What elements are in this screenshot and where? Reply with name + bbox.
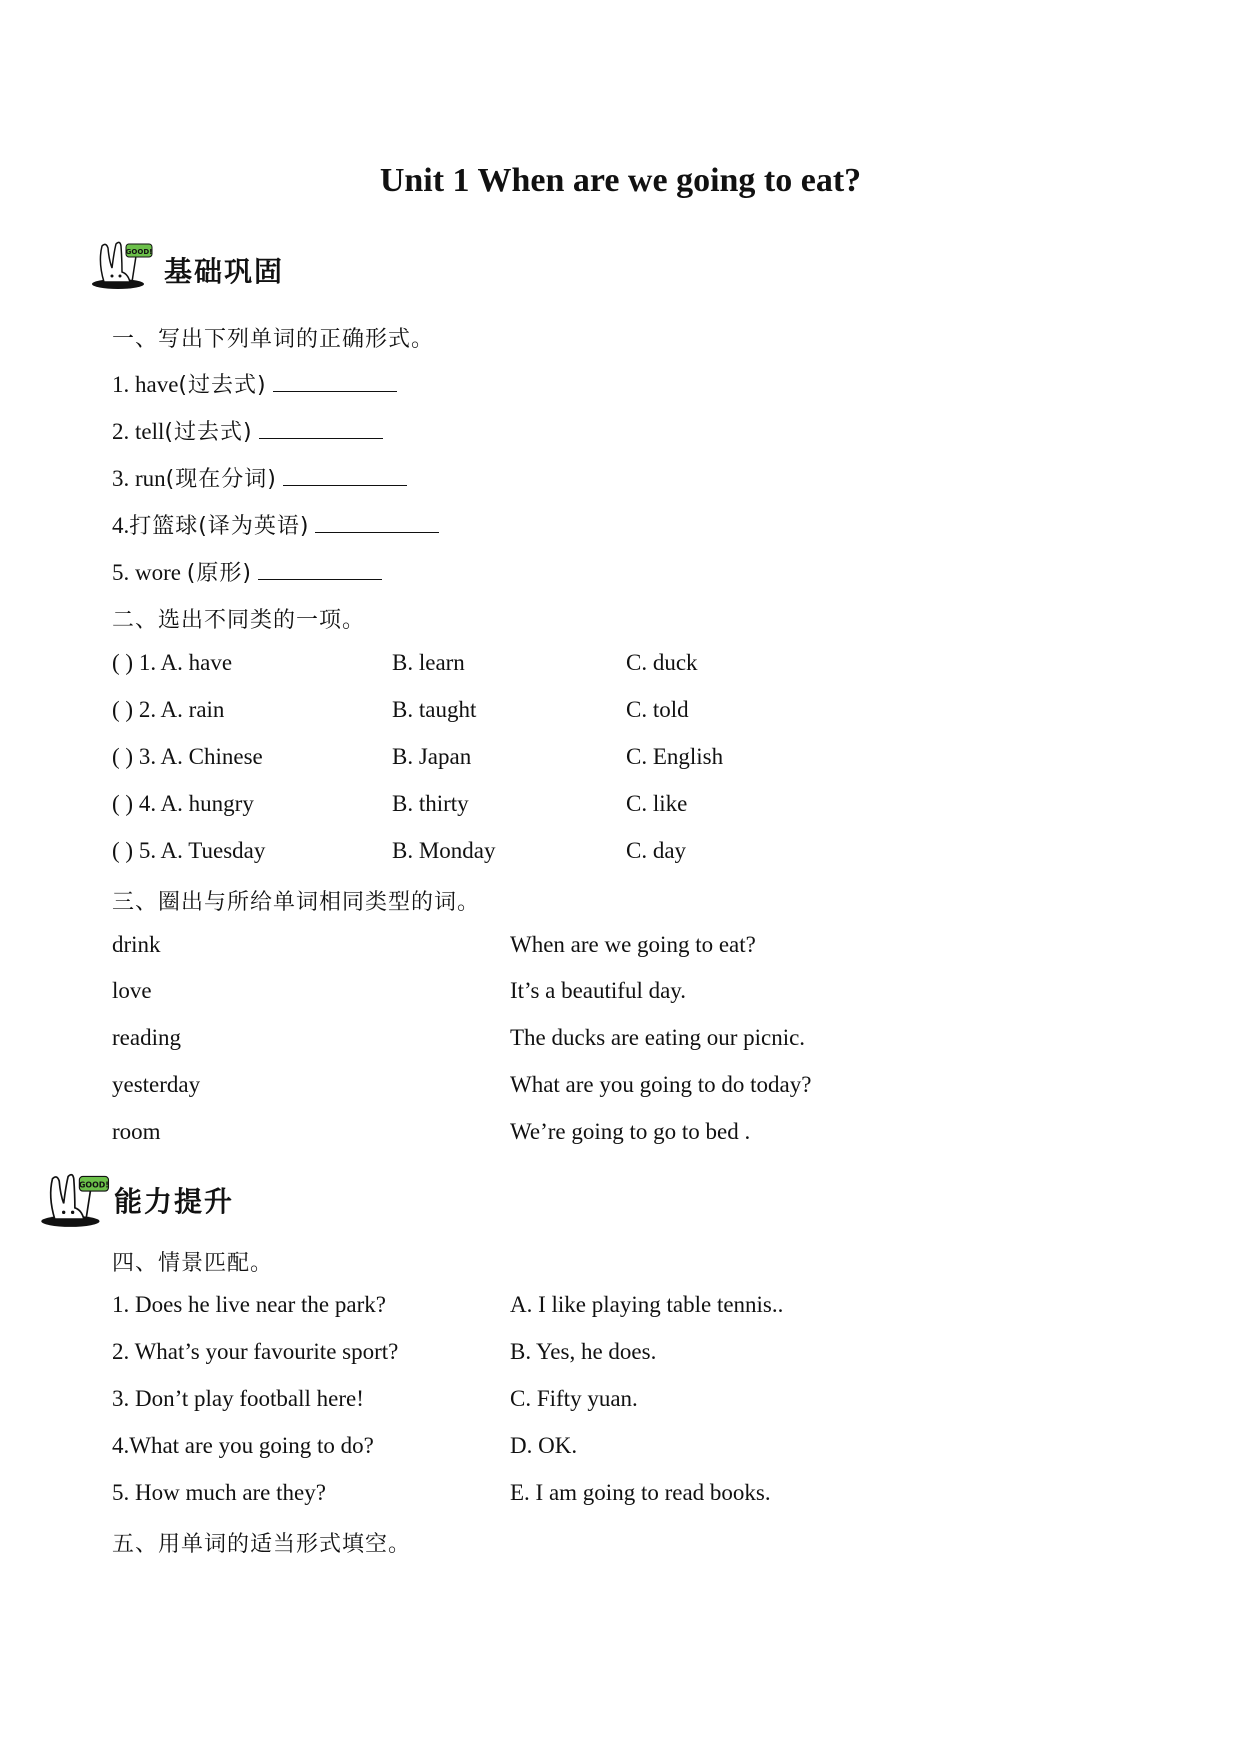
part2-item-5-a: ( ) 5. A. Tuesday	[112, 838, 266, 863]
part3-sentence-4: What are you going to do today?	[510, 1072, 812, 1097]
part2-item-1-c: C. duck	[626, 650, 698, 675]
part3-word-1: drink	[112, 932, 161, 957]
part3-word-5: room	[112, 1119, 161, 1144]
part1-item-4: 4.打篮球(译为英语)	[112, 509, 439, 540]
part3-heading: 三、圈出与所给单词相同类型的词。	[112, 890, 481, 915]
part2-item-4-b: B. thirty	[392, 791, 469, 816]
bunny-mascot-icon	[40, 1172, 112, 1228]
part2-item-2-c: C. told	[626, 697, 689, 722]
part1-item-5: 5. wore (原形)	[112, 556, 382, 587]
part3-sentence-3: The ducks are eating our picnic.	[510, 1025, 806, 1050]
part4-question-2: 2. What’s your favourite sport?	[112, 1339, 399, 1364]
answer-blank[interactable]	[258, 557, 382, 580]
part1-item-3: 3. run(现在分词)	[112, 462, 407, 493]
answer-blank[interactable]	[283, 463, 407, 486]
part4-question-5: 5. How much are they?	[112, 1480, 326, 1505]
part3-sentence-1: When are we going to eat?	[510, 932, 756, 957]
part2-item-1-a: ( ) 1. A. have	[112, 650, 233, 675]
part4-answer-2: B. Yes, he does.	[510, 1339, 657, 1364]
section-title-basic: 基础巩固	[164, 255, 285, 288]
part3-word-3: reading	[112, 1025, 181, 1050]
part2-item-2-a: ( ) 2. A. rain	[112, 697, 225, 722]
bunny-mascot-icon	[92, 240, 154, 290]
answer-blank[interactable]	[259, 416, 383, 439]
part4-answer-4: D. OK.	[510, 1433, 578, 1458]
part2-heading: 二、选出不同类的一项。	[112, 608, 366, 633]
part4-question-1: 1. Does he live near the park?	[112, 1292, 386, 1317]
mascot-sign-text: GOOD!	[79, 1180, 109, 1190]
part4-answer-3: C. Fifty yuan.	[510, 1386, 638, 1411]
part2-item-4-c: C. like	[626, 791, 688, 816]
part2-item-2-b: B. taught	[392, 697, 477, 722]
part3-word-2: love	[112, 978, 152, 1003]
part3-word-4: yesterday	[112, 1072, 201, 1097]
part2-item-5-c: C. day	[626, 838, 687, 863]
answer-blank[interactable]	[315, 510, 439, 533]
part4-question-4: 4.What are you going to do?	[112, 1433, 374, 1458]
page-title: Unit 1 When are we going to eat?	[379, 162, 862, 199]
part1-item-2: 2. tell(过去式)	[112, 415, 383, 446]
part2-item-3-b: B. Japan	[392, 744, 472, 769]
part1-heading: 一、写出下列单词的正确形式。	[112, 327, 435, 352]
mascot-sign-text: GOOD!	[125, 248, 153, 256]
part2-item-3-c: C. English	[626, 744, 724, 769]
section-title-advanced: 能力提升	[114, 1185, 235, 1218]
part4-question-3: 3. Don’t play football here!	[112, 1386, 364, 1411]
part3-sentence-2: It’s a beautiful day.	[510, 978, 687, 1003]
part5-heading: 五、用单词的适当形式填空。	[112, 1532, 412, 1557]
part2-item-3-a: ( ) 3. A. Chinese	[112, 744, 263, 769]
part2-item-5-b: B. Monday	[392, 838, 496, 863]
part3-sentence-5: We’re going to go to bed .	[510, 1119, 751, 1144]
answer-blank[interactable]	[273, 369, 397, 392]
part2-item-1-b: B. learn	[392, 650, 465, 675]
part2-item-4-a: ( ) 4. A. hungry	[112, 791, 254, 816]
part4-answer-1: A. I like playing table tennis..	[510, 1292, 784, 1317]
part4-answer-5: E. I am going to read books.	[510, 1480, 771, 1505]
part1-item-1: 1. have(过去式)	[112, 368, 397, 399]
part4-heading: 四、情景匹配。	[112, 1251, 274, 1276]
